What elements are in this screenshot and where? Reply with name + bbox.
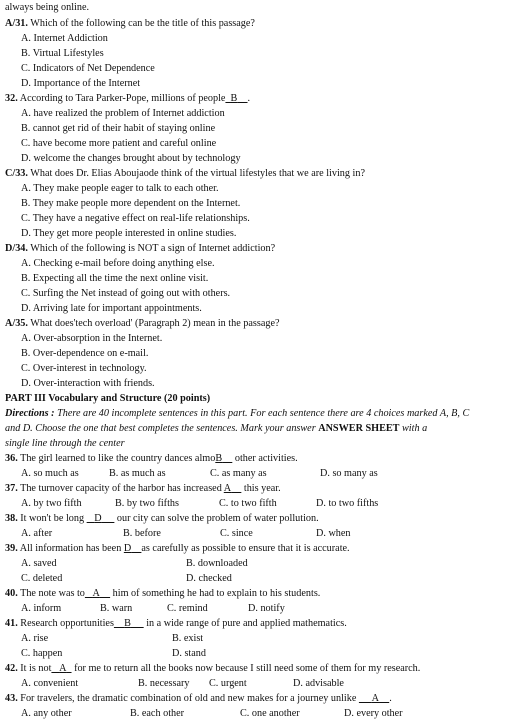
option-40b[interactable]: B. warn bbox=[100, 603, 133, 614]
option-34c[interactable]: C. Surfing the Net instead of going out with others. bbox=[21, 288, 231, 299]
question-stem: The girl learned to like the country dances almo bbox=[20, 453, 216, 464]
question-stem-tail: as carefully as possible to ensure that it is accurate. bbox=[141, 543, 350, 554]
option-36d[interactable]: D. so many as bbox=[320, 468, 378, 479]
question-number: 37. bbox=[5, 483, 18, 494]
answer-blank bbox=[85, 588, 110, 599]
directions-text: with a bbox=[402, 423, 428, 434]
option-38b[interactable]: B. before bbox=[123, 528, 161, 539]
option-39b[interactable]: B. downloaded bbox=[186, 558, 248, 569]
question-stem: What does Dr. Elias Aboujaode think of the virtual lifestyles that we are living in? bbox=[30, 168, 365, 179]
answer-letter: A bbox=[371, 693, 380, 704]
option-37c[interactable]: C. to two fifth bbox=[219, 498, 277, 509]
option-33c[interactable]: C. They have a negative effect on real-life relationships. bbox=[21, 213, 250, 224]
option-34d[interactable]: D. Arriving late for important appointments. bbox=[21, 303, 202, 314]
question-31 bbox=[5, 16, 255, 31]
question-number: 42. bbox=[5, 663, 18, 674]
option-35c[interactable]: C. Over-interest in technology. bbox=[21, 363, 147, 374]
question-35 bbox=[5, 316, 280, 331]
answer-blank bbox=[51, 663, 71, 674]
answer-letter: D bbox=[123, 543, 132, 554]
question-39 bbox=[5, 541, 350, 556]
question-32: 32. According to Tara Parker-Pope, millions of people B . bbox=[5, 93, 251, 104]
question-number: A/35. bbox=[5, 318, 28, 329]
question-stem-tail: . bbox=[389, 693, 392, 704]
directions-text: There are 40 incomplete sentences in this part. For each sentence there are 4 choices marked A, B, C bbox=[57, 408, 470, 419]
question-stem: The note was to bbox=[20, 588, 85, 599]
answer-sheet-label: ANSWER SHEET bbox=[318, 423, 400, 434]
question-40 bbox=[5, 586, 320, 601]
option-34a[interactable]: A. Checking e-mail before doing anything else. bbox=[21, 258, 215, 269]
question-number: 43. bbox=[5, 693, 18, 704]
question-36 bbox=[5, 451, 298, 466]
option-37d[interactable]: D. to two fifths bbox=[316, 498, 379, 509]
answer-letter: B bbox=[215, 453, 223, 464]
option-42b[interactable]: B. necessary bbox=[138, 678, 190, 689]
directions-text: and D. Choose the one that best completes the sentences. Mark your answer bbox=[5, 423, 316, 434]
option-31d[interactable]: D. Importance of the Internet bbox=[21, 78, 141, 89]
answer-blank bbox=[124, 543, 142, 554]
option-38d[interactable]: D. when bbox=[316, 528, 351, 539]
option-42d[interactable]: D. advisable bbox=[293, 678, 344, 689]
answer-blank bbox=[87, 513, 115, 524]
option-33b[interactable]: B. They make people more dependent on the Internet. bbox=[21, 198, 241, 209]
question-stem: Which of the following is NOT a sign of Internet addiction? bbox=[30, 243, 276, 254]
option-36c[interactable]: C. as many as bbox=[210, 468, 267, 479]
question-42 bbox=[5, 661, 420, 676]
option-33d[interactable]: D. They get more people interested in online studies. bbox=[21, 228, 237, 239]
section-title: PART III Vocabulary and Structure (20 points) bbox=[5, 393, 211, 404]
question-43 bbox=[5, 691, 392, 706]
answer-letter: B bbox=[124, 618, 131, 629]
option-31b[interactable]: B. Virtual Lifestyles bbox=[21, 48, 104, 59]
option-41c[interactable]: C. happen bbox=[21, 648, 63, 659]
question-34 bbox=[5, 241, 275, 256]
question-stem: It is not bbox=[20, 663, 52, 674]
option-41d[interactable]: D. stand bbox=[172, 648, 206, 659]
option-31a[interactable]: A. Internet Addiction bbox=[21, 33, 108, 44]
passage-tail: always being online. bbox=[5, 2, 90, 13]
option-35d[interactable]: D. Over-interaction with friends. bbox=[21, 378, 155, 389]
answer-blank bbox=[215, 453, 232, 464]
question-stem: For travelers, the dramatic combination of old and new makes for a journey unlike bbox=[20, 693, 357, 704]
answer-blank bbox=[114, 618, 144, 629]
option-43b[interactable]: B. each other bbox=[130, 708, 185, 719]
option-40c[interactable]: C. remind bbox=[167, 603, 208, 614]
answer-blank bbox=[225, 93, 247, 104]
option-35b[interactable]: B. Over-dependence on e-mail. bbox=[21, 348, 149, 359]
option-35a[interactable]: A. Over-absorption in the Internet. bbox=[21, 333, 163, 344]
option-32d[interactable]: D. welcome the changes brought about by technology bbox=[21, 153, 241, 164]
option-43c[interactable]: C. one another bbox=[240, 708, 300, 719]
question-number: 32. bbox=[5, 93, 18, 104]
option-33a[interactable]: A. They make people eager to talk to each other. bbox=[21, 183, 219, 194]
option-37b[interactable]: B. by two fifths bbox=[115, 498, 179, 509]
answer-blank bbox=[224, 483, 242, 494]
question-number: 36. bbox=[5, 453, 18, 464]
answer-letter: A bbox=[92, 588, 100, 599]
question-stem-tail: in a wide range of pure and applied mathematics. bbox=[146, 618, 347, 629]
option-36a[interactable]: A. so much as bbox=[21, 468, 79, 479]
question-number: C/33. bbox=[5, 168, 28, 179]
option-41a[interactable]: A. rise bbox=[21, 633, 49, 644]
option-39d[interactable]: D. checked bbox=[186, 573, 232, 584]
option-43a[interactable]: A. any other bbox=[21, 708, 72, 719]
question-stem: According to Tara Parker-Pope, millions of people bbox=[19, 93, 226, 104]
answer-letter: A bbox=[223, 483, 232, 494]
option-31c[interactable]: C. Indicators of Net Dependence bbox=[21, 63, 155, 74]
question-33 bbox=[5, 166, 365, 181]
option-38c[interactable]: C. since bbox=[220, 528, 253, 539]
directions-line-1 bbox=[5, 406, 469, 421]
question-38 bbox=[5, 511, 319, 526]
option-32b[interactable]: B. cannot get rid of their habit of staying online bbox=[21, 123, 216, 134]
option-32a[interactable]: A. have realized the problem of Internet addiction bbox=[21, 108, 225, 119]
answer-letter: D bbox=[94, 513, 102, 524]
option-40d[interactable]: D. notify bbox=[248, 603, 285, 614]
option-39a[interactable]: A. saved bbox=[21, 558, 57, 569]
question-stem: The turnover capacity of the harbor has increased bbox=[20, 483, 222, 494]
question-stem-tail: our city can solve the problem of water pollution. bbox=[116, 513, 319, 524]
option-40a[interactable]: A. inform bbox=[21, 603, 62, 614]
answer-blank bbox=[359, 693, 389, 704]
question-stem: All information has been bbox=[19, 543, 122, 554]
question-stem-tail: other activities. bbox=[234, 453, 298, 464]
question-stem: Which of the following can be the title of this passage? bbox=[30, 18, 255, 29]
question-number: 38. bbox=[5, 513, 18, 524]
option-42a[interactable]: A. convenient bbox=[21, 678, 79, 689]
question-stem: Research opportunities bbox=[20, 618, 114, 629]
option-39c[interactable]: C. deleted bbox=[21, 573, 63, 584]
question-number: 40. bbox=[5, 588, 18, 599]
question-stem-tail: for me to return all the books now because I still need some of them for my research. bbox=[74, 663, 421, 674]
question-number: 41. bbox=[5, 618, 18, 629]
answer-letter: B bbox=[230, 93, 238, 104]
question-number: A/31. bbox=[5, 18, 28, 29]
option-37a[interactable]: A. by two fifth bbox=[21, 498, 82, 509]
option-43d[interactable]: D. every other bbox=[344, 708, 403, 719]
question-stem-tail: him of something he had to explain to his students. bbox=[112, 588, 321, 599]
directions-line-2 bbox=[5, 421, 427, 436]
option-36b[interactable]: B. as much as bbox=[109, 468, 166, 479]
question-number: 39. bbox=[5, 543, 18, 554]
question-41 bbox=[5, 616, 347, 631]
directions-label: Directions : bbox=[5, 408, 55, 419]
question-stem: It won't be long bbox=[20, 513, 85, 524]
option-42c[interactable]: C. urgent bbox=[209, 678, 247, 689]
option-38a[interactable]: A. after bbox=[21, 528, 53, 539]
option-41b[interactable]: B. exist bbox=[172, 633, 204, 644]
question-number: D/34. bbox=[5, 243, 28, 254]
directions-line-3: single line through the center bbox=[5, 438, 125, 449]
question-37 bbox=[5, 481, 281, 496]
option-34b[interactable]: B. Expecting all the time the next online visit. bbox=[21, 273, 209, 284]
answer-letter: A bbox=[59, 663, 67, 674]
question-stem: What does'tech overload' (Paragraph 2) mean in the passage? bbox=[30, 318, 280, 329]
question-stem-tail: this year. bbox=[243, 483, 281, 494]
option-32c[interactable]: C. have become more patient and careful online bbox=[21, 138, 217, 149]
